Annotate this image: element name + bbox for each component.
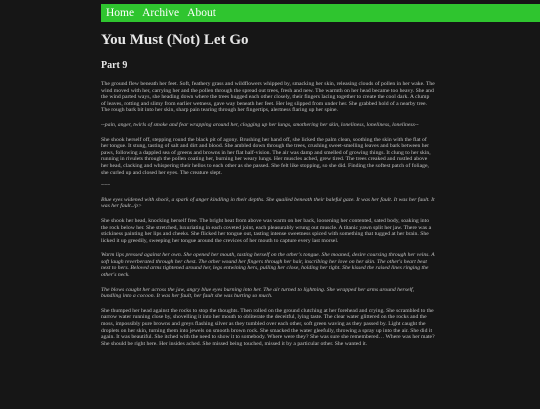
story-paragraph-4-italic: Blue eyes widened with shock, a spark of anger kindling in their depths. She quailed beneath their baleful gaze. It was her fault. It was her fault. It was her fault../p>	[101, 196, 435, 210]
nav-home-link[interactable]: Home	[106, 7, 135, 19]
story-paragraph-7-italic: The blows caught her across the jaw, angry blue eyes burning into her. The air turned to lightning. She wrapped her arms around herself, bundling into a cocoon. It was her fault, her fault she was hurting so much.	[101, 286, 415, 300]
story-paragraph-1: The ground flew beneath her feet. Soft, feathery grass and wildflowers whipped by, smacking her skin, releasing clouds of pollen in her wake. The wind moved with her, carrying her and the pollen through the spread out trees, fresh and new. The warmth on her head became too heavy. She and the wind parted ways, she heading down where the trees hugged each other closely, their fingers lacing together to create the cool dark. A clump of leaves, rotting and slimy from earlier wetness, gave way beneath her feet. Her leg slipped from under her. She grabbed hold of a nearby tree. The rough bark bit into her skin, sharp pain tearing through her fingertips, alertness flaring up her spine.	[101, 81, 435, 114]
section-separator: ~~~	[101, 182, 111, 189]
nav-archive-link[interactable]: Archive	[142, 7, 180, 19]
nav-about-link[interactable]: About	[187, 7, 216, 19]
top-nav-bar	[101, 4, 540, 22]
story-paragraph-6-italic: Warm lips pressed against her own. She opened her mouth, tasting herself on the other's tongue. She moaned, desire coursing through her veins. A soft laugh reverberated through her chest. The other wound her fingers through her hair, inscribing her love on her skin. The other's heart beat next to hers. Beloved arms tightened around her, legs entwining hers, pulling her close, holding her tight. She kissed the raised lines ringing the other's neck.	[101, 252, 435, 279]
story-paragraph-2-italic: --pain, anger, twirls of smoke and fear wrapping around her, clogging up her lungs, smothering her skin, loneliness, loneliness, loneliness--	[101, 121, 419, 128]
story-paragraph-8: She thumped her head against the rocks to stop the thoughts. Then rolled on the ground clutching at her forehead and crying. She scrambled to the narrow water running close by, shovelling it into her mouth to obliterate the deceitful, lying taste. The clear water glittered on the rocks and the moss, impossibly pure browns and greys flashing silver as they tumbled over each other, soft green waving as they passed by. Light caught the droplets on her skin, turning them into jewels on smooth brown rock. She smacked the water gleefully, throwing a spray up into the air. She did it again. It was beautiful. She itched with the need to show it to somebody. Where were they? She was sure she remembered… Where was her mate? She should be right here. Her insides ached. She missed being touched, missed it by a particular other. She wanted it.	[101, 307, 435, 347]
story-paragraph-3: She shook herself off, stepping round the black pit of agony. Brushing her hand off, she licked the palm clean, soothing the skin with the flat of her tongue. It stung, tasting of salt and dirt and blood. She ambled down through the trees, crushing sweet-smelling leaves and bark between her paws, following a dappled sea of greens and browns in her flat half-vision. The air was damp and smelled of growing things. It clung to her skin, running in rivulets through the pollen coating her, burning her weary lungs. Her muscles ached, grew tired. The trees creaked and rustled above her head, clacking and whispering their hellos to each other as she passed. She felt like stopping, so she did. Finding the softest patch of foliage, she curled up and closed her eyes. The creature slept.	[101, 136, 431, 176]
part-heading: Part 9	[101, 60, 128, 71]
page-title: You Must (Not) Let Go	[101, 32, 249, 48]
page-container	[101, 4, 540, 347]
story-paragraph-5: She shook her head, knocking herself free. The bright heat from above was warm on her back, loosening her contented, sated body, soaking into the rock below her. She stretched, luxuriating in each coveted joint, each pleasurably wrung out muscle. A titanic yawn split her jaw. There was a stickiness painting her lips and cheeks. She flicked her tongue out, tasting intense sweetness spiced with something that tugged at her brain. She licked it up greedily, sweeping her tongue around the crevices of her mouth to capture every last morsel.	[101, 217, 432, 244]
